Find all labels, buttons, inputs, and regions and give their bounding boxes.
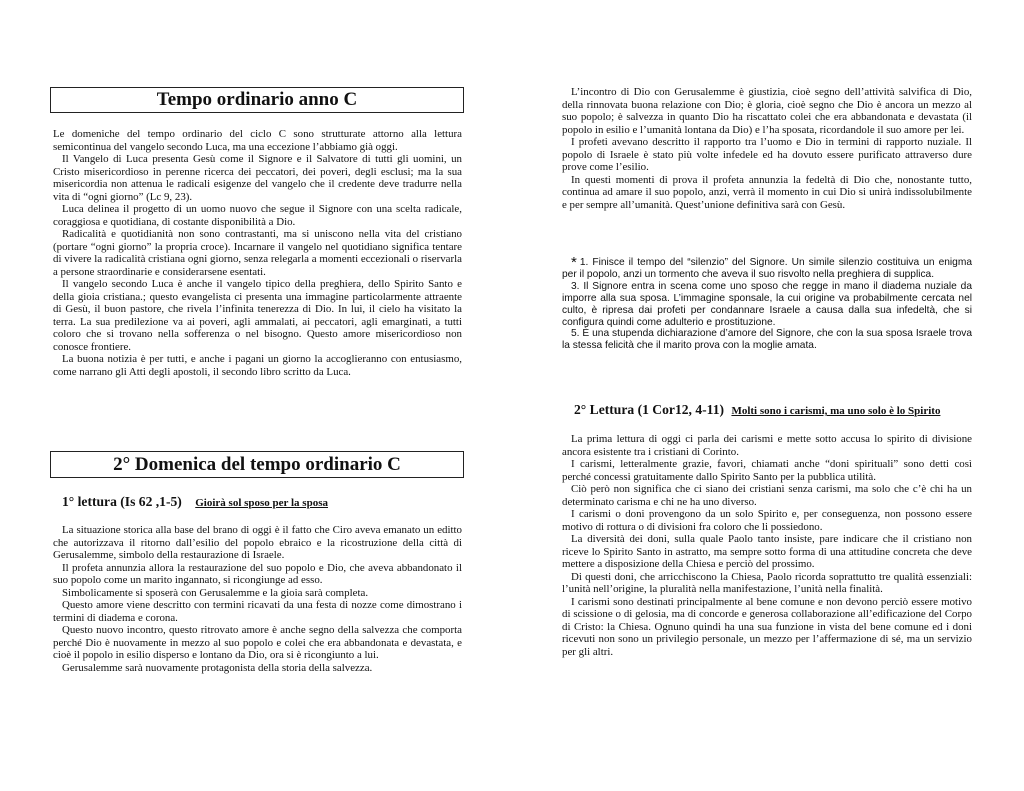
asterisk-mark: * (571, 254, 577, 271)
reading-paragraph: La prima lettura di oggi ci parla dei carismi e mette sotto accusa lo spirito di divisione ancora esistente tra i cristiani di Corinto. (562, 433, 972, 458)
reading-paragraph: Gerusalemme sarà nuovamente protagonista della storia della salvezza. (62, 661, 373, 674)
intro-section (53, 128, 462, 378)
intro-paragraph: Luca delinea il progetto di un uomo nuovo che segue il Signore con una scelta radicale, coraggiosa e quotidiana, di costante disponibilità a Dio. (53, 203, 462, 228)
reading-paragraph: Il profeta annunzia allora la restaurazione del suo popolo e Dio, che aveva abbandonato il suo popolo come un marito ingannato, si ricongiunge ad esso. (53, 561, 462, 586)
first-reading-section (53, 524, 462, 674)
commentary-paragraph: I profeti avevano descritto il rapporto tra l’uomo e Dio in termini di rapporto nuziale. Il popolo di Israele è stato più volte infedele ed ha dovuto essere purificato attraverso dure prove come l’esilio. (562, 136, 972, 173)
commentary-section (562, 86, 972, 211)
intro-paragraph: Le domeniche del tempo ordinario del ciclo C sono strutturate attorno alla lettura semicontinua del vangelo secondo Luca, ma una eccezione l’abbiamo già oggi. (53, 128, 462, 153)
note-text: 1. Finisce il tempo del “silenzio” del Signore. Un simile silenzio costituiva un enigma per il popolo, anzi un tormento che aveva il suo risvolto nella preghiera di supplica. (562, 257, 972, 280)
reading-paragraph: Questo amore viene descritto con termini ricavati da una festa di nozze come dimostrano i termini di diadema e corona. (53, 599, 462, 624)
commentary-paragraph: In questi momenti di prova il profeta annunzia la fedeltà di Dio che, nonostante tutto, continua ad amare il suo popolo, anzi, verrà il momento in cui Dio si unirà indissolubilmente e per sempre all’umanità. Quest’unione definitiva sarà con Gesù. (562, 173, 972, 211)
intro-paragraph: La buona notizia è per tutti, e anche i pagani un giorno la accoglieranno con entusiasmo, come narrano gli Atti degli apostoli, il secondo libro scritto da Luca. (53, 353, 462, 378)
second-reading-note: Molti sono i carismi, ma uno solo è lo Spirito (731, 405, 941, 417)
first-reading-heading (62, 494, 328, 510)
page-title-box (50, 87, 464, 113)
reading-paragraph: I carismi, letteralmente grazie, favori, chiamati anche “doni spirituali” sono detti così perché concessi gratuitamente dallo Spirito Santo per la pubblica utilità. (562, 458, 972, 483)
reading-paragraph: I carismi o doni provengono da un solo Spirito e, per conseguenza, non possono essere motivo di rottura o di divisioni fra coloro che li possiedono. (562, 508, 972, 533)
reading-paragraph: I carismi sono destinati principalmente al bene comune e non devono perciò essere motivo di scissione o di gelosia, ma di concorde e generosa collaborazione all’edificazione del Corpo di Cristo: la Chiesa. Ognuno quindi ha una sua funzione in vista del bene comune ed i doni ricevuti non sono un privilegio personale, un mezzo per l’affermazione di sé, ma un servizio per gli altri. (562, 595, 972, 658)
commentary-paragraph: L’incontro di Dio con Gerusalemme è giustizia, cioè segno dell’attività salvifica di Dio, della rinnovata buona relazione con Dio; è gloria, cioè segno che Dio è ancora un mezzo al suo popolo; è salvezza in quanto Dio ha riscattato colei che era abbandonata e devastata (il popolo in esilio e l’umanità lontana da Dio) e l’ha sposata, ricordandole il suo amore per lei. (562, 86, 972, 136)
intro-paragraph: Radicalità e quotidianità non sono contrastanti, ma si uniscono nella vita del cristiano (portare “ogni giorno” la propria croce). Incarnare il vangelo nel quotidiano significa tentare di vivere la radicalità cristiana ogni giorno, senza relegarla a momenti eccezionali o riservarla a persone straordinarie e considerarsene esentati. (53, 228, 462, 278)
reading-paragraph: Questo nuovo incontro, questo ritrovato amore è anche segno della salvezza che comporta perché Dio è nuovamente in mezzo al suo popolo e colei che era abbandonata e devastata, e cioè il popolo in esilio disperso e lontano da Dio, ora si è ricongiunto a lui. (53, 624, 462, 661)
first-reading-label: 1° lettura (Is 62 ,1-5) (62, 494, 182, 509)
note-paragraph: 3. Il Signore entra in scena come uno sposo che regge in mano il diadema nuziale da imporre alla sua sposa. L’immagine sponsale, la cui origine va probabilmente cercata nel culto, è ripresa dai profeti per condannare Israele a causa dalla sua infedeltà, che si configura quindi come adulterio e prostituzione. (562, 280, 972, 328)
intro-paragraph: Il vangelo secondo Luca è anche il vangelo tipico della preghiera, dello Spirito Santo e della gioia cristiana.; questo evangelista ci presenta una immagine particolarmente attraente di Gesù, il buon pastore, che rivela l’infinita tenerezza di Dio. In lui, il cielo ha visitato la terra. La sua predilezione va ai poveri, agli ammalati, ai peccatori, agli emarginati, a tutti coloro che si trovano nella sofferenza o nel bisogno. Questo amore misericordioso non conosce frontiere. (53, 278, 462, 353)
reading-paragraph: Simbolicamente si sposerà con Gerusalemme e la gioia sarà completa. (62, 586, 369, 599)
second-reading-label: 2° Lettura (1 Cor12, 4-11) (574, 402, 725, 417)
second-reading-heading (574, 402, 940, 418)
reading-paragraph: La diversità dei doni, sulla quale Paolo tanto insiste, pare indicare che il cristiano non riceve lo Spirito Santo in astratto, ma sempre sotto forma di una attitudine concreta che deve mettere a disposizione della Chiesa e perciò del prossimo. (562, 533, 972, 570)
notes-section (562, 254, 972, 352)
reading-paragraph: Ciò però non significa che ci siano dei cristiani senza carismi, ma solo che c’è chi ha un determinato carisma e chi ne ha uno diverso. (562, 483, 972, 508)
intro-paragraph: Il Vangelo di Luca presenta Gesù come il Signore e il Salvatore di tutti gli uomini, un Cristo misericordioso in perenne ricerca dei peccatori, dei poveri, degli esclusi; ma la sua misericordia non attenua le radicali esigenze del vangelo che il credente deve tradurre nella vita di “ogni giorno” (Lc 9, 23). (53, 153, 462, 203)
note-paragraph: 5. È una stupenda dichiarazione d’amore del Signore, che con la sua sposa Israele trova la stessa felicità che il marito prova con la moglie amata. (562, 328, 972, 352)
sunday-title: 2° Domenica del tempo ordinario C (113, 454, 401, 475)
sunday-title-box (50, 451, 464, 478)
page-title: Tempo ordinario anno C (156, 89, 358, 110)
second-reading-section (562, 433, 972, 658)
note-paragraph (562, 254, 972, 281)
reading-paragraph: Di questi doni, che arricchiscono la Chiesa, Paolo ricorda soprattutto tre qualità essenziali: l’unità nell’origine, la pluralità nella manifestazione, l’unità nella finalità. (562, 570, 972, 595)
first-reading-note: Gioirà sol sposo per la sposa (195, 497, 328, 509)
reading-paragraph: La situazione storica alla base del brano di oggi è il fatto che Ciro aveva emanato un editto che autorizzava il ritorno dall’esilio del popolo ebraico e la ricostruzione della città di Gerusalemme, simbolo della restaurazione di Israele. (53, 524, 462, 561)
